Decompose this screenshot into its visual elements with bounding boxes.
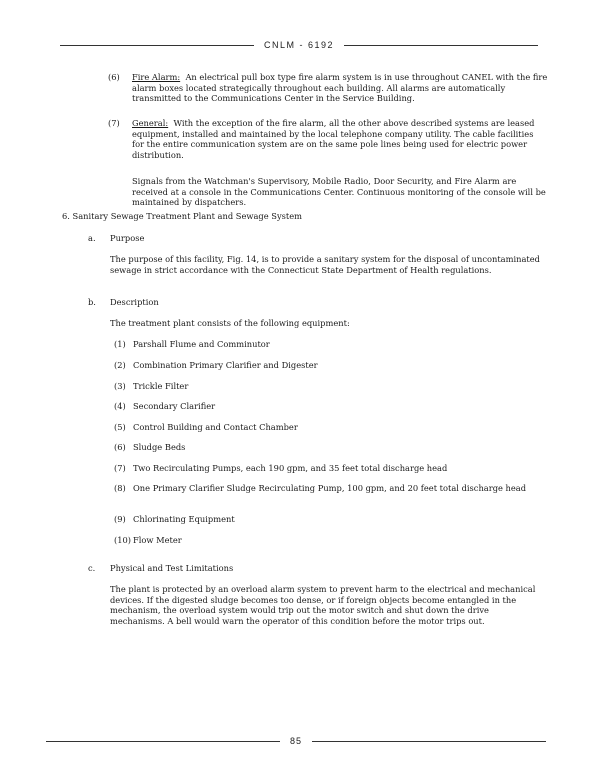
- equipment-item: [114, 442, 550, 453]
- equipment-text: Chlorinating Equipment: [133, 514, 235, 524]
- subsection-label: c.: [88, 563, 96, 573]
- equipment-item: [114, 360, 550, 371]
- equipment-number: (9): [114, 514, 126, 524]
- equipment-text: One Primary Clarifier Sludge Recirculating Pump, 100 gpm, and 20 feet total discharge head: [133, 483, 527, 493]
- page-header: [60, 40, 538, 50]
- equipment-item: [114, 422, 550, 433]
- subsection-title: Purpose: [110, 233, 145, 243]
- header-rule-right: [344, 45, 538, 46]
- subsection-title: Physical and Test Limitations: [110, 563, 234, 573]
- item-number: (7): [108, 118, 120, 128]
- subsection-b-heading: [88, 297, 159, 308]
- item-text: With the exception of the fire alarm, all the other above described systems are leased equipment, installed and maintained by the local telephone company utility. The cable facilities for the entire communication system are on the same pole lines being used for electric power distribution.: [132, 118, 535, 160]
- equipment-text: Trickle Filter: [133, 381, 189, 391]
- document-code: CNLM - 6192: [263, 40, 335, 50]
- equipment-number: (1): [114, 339, 126, 349]
- signals-paragraph: Signals from the Watchman's Supervisory, Mobile Radio, Door Security, and Fire Alarm are received at a console in the Communications Center. Continuous monitoring of the console will be maintained by dispatchers.: [132, 176, 546, 207]
- item-body: [132, 118, 548, 160]
- equipment-item: [114, 514, 550, 525]
- equipment-item: [114, 381, 550, 392]
- section-6-title: 6. Sanitary Sewage Treatment Plant and Sewage System: [62, 211, 303, 221]
- item-heading: General:: [132, 118, 169, 128]
- equipment-text: Flow Meter: [133, 535, 182, 545]
- subsection-label: b.: [88, 297, 96, 307]
- footer-rule-left: [46, 741, 280, 742]
- fire-alarm-item: [108, 72, 548, 104]
- equipment-number: (3): [114, 381, 126, 391]
- item-body: [132, 72, 548, 104]
- page-footer: [46, 736, 546, 746]
- equipment-text: Two Recirculating Pumps, each 190 gpm, and 35 feet total discharge head: [133, 463, 448, 473]
- subsection-c-heading: [88, 563, 233, 574]
- page-number: 85: [290, 736, 303, 746]
- description-intro: The treatment plant consists of the following equipment:: [110, 318, 350, 328]
- equipment-item: [114, 401, 550, 412]
- purpose-paragraph: The purpose of this facility, Fig. 14, is to provide a sanitary system for the disposal of uncontaminated sewage in strict accordance with the Connecticut State Department of Health regulations.: [110, 254, 540, 275]
- equipment-number: (10): [114, 535, 132, 545]
- subsection-a-heading: [88, 233, 144, 244]
- item-heading: Fire Alarm:: [132, 72, 181, 82]
- equipment-item: [114, 535, 550, 546]
- equipment-item: [114, 339, 550, 350]
- header-rule-left: [60, 45, 254, 46]
- subsection-title: Description: [110, 297, 159, 307]
- item-number: (6): [108, 72, 120, 82]
- equipment-number: (7): [114, 463, 126, 473]
- equipment-number: (2): [114, 360, 126, 370]
- item-text: An electrical pull box type fire alarm system is in use throughout CANEL with the fire alarm boxes located strategically throughout each building. All alarms are automatically transmitted to the Communications Center in the Service Building.: [132, 72, 548, 103]
- equipment-text: Secondary Clarifier: [133, 401, 216, 411]
- equipment-number: (4): [114, 401, 126, 411]
- equipment-item: [114, 463, 550, 474]
- limitations-paragraph: The plant is protected by an overload alarm system to prevent harm to the electrical and mechanical devices. If the digested sludge becomes too dense, or if foreign objects become entangled in the mechanism, the overload system would trip out the motor switch and shut down the drive mechanisms. A bell would warn the operator of this condition before the motor trips out.: [110, 584, 536, 626]
- general-item: [108, 118, 548, 160]
- equipment-item: [114, 483, 550, 494]
- equipment-number: (5): [114, 422, 126, 432]
- equipment-number: (8): [114, 483, 126, 493]
- equipment-number: (6): [114, 442, 126, 452]
- equipment-text: Combination Primary Clarifier and Digester: [133, 360, 318, 370]
- equipment-text: Parshall Flume and Comminutor: [133, 339, 270, 349]
- equipment-text: Sludge Beds: [133, 442, 186, 452]
- footer-rule-right: [312, 741, 546, 742]
- subsection-label: a.: [88, 233, 96, 243]
- equipment-text: Control Building and Contact Chamber: [133, 422, 298, 432]
